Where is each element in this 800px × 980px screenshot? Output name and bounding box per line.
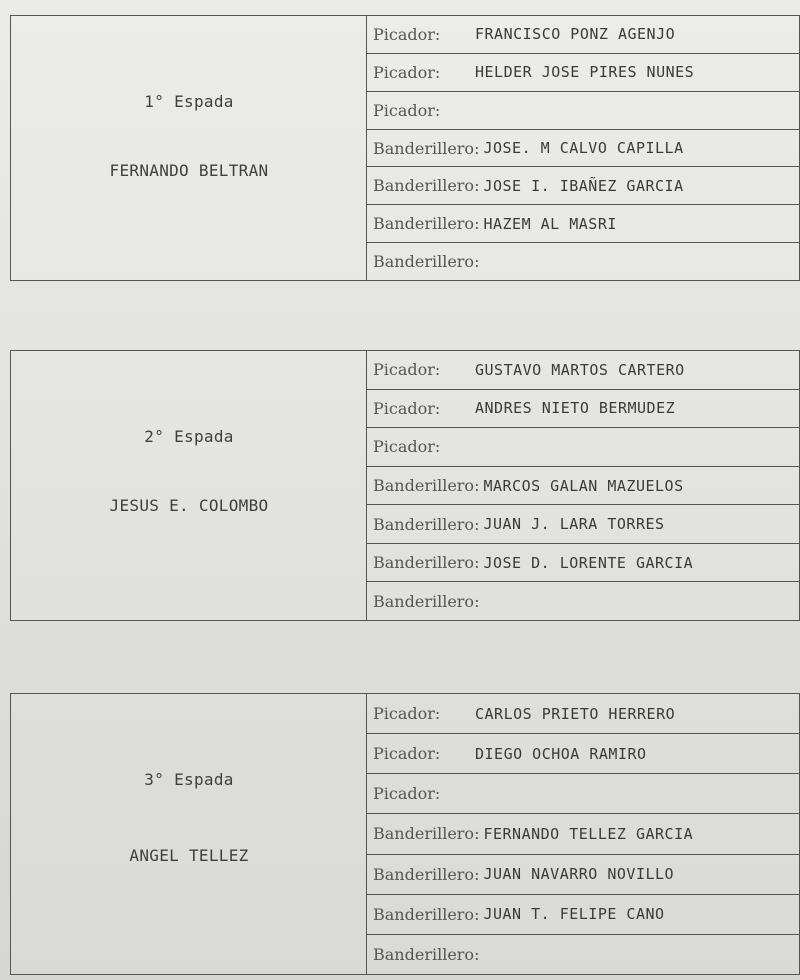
subalterno-row bbox=[367, 54, 799, 92]
espada-cell bbox=[11, 694, 367, 974]
espada-cell bbox=[11, 16, 367, 280]
subalterno-row bbox=[367, 935, 799, 974]
subalterno-row bbox=[367, 16, 799, 54]
role-label: Banderillero: bbox=[373, 138, 480, 158]
espada-title: 3° Espada bbox=[144, 770, 234, 789]
cuadrilla-table-2 bbox=[10, 350, 800, 621]
subalterno-row bbox=[367, 544, 799, 583]
cuadrilla-table-1 bbox=[10, 15, 800, 281]
person-name: CARLOS PRIETO HERRERO bbox=[475, 704, 676, 723]
espada-title: 2° Espada bbox=[144, 427, 234, 446]
person-name: FRANCISCO PONZ AGENJO bbox=[475, 25, 676, 44]
subalterno-row bbox=[367, 351, 799, 390]
espada-name: FERNANDO BELTRAN bbox=[109, 161, 269, 180]
person-name: HAZEM AL MASRI bbox=[483, 214, 617, 233]
subalterno-row bbox=[367, 855, 799, 895]
subalterno-row bbox=[367, 205, 799, 243]
subalterno-row bbox=[367, 734, 799, 774]
role-label: Banderillero: bbox=[373, 476, 480, 496]
person-name: DIEGO OCHOA RAMIRO bbox=[475, 744, 647, 763]
espada-name: ANGEL TELLEZ bbox=[129, 846, 249, 865]
role-label: Banderillero: bbox=[373, 553, 480, 573]
espada-title: 1° Espada bbox=[144, 92, 234, 111]
role-label: Picador: bbox=[373, 100, 441, 120]
subalterno-row bbox=[367, 505, 799, 544]
cuadrilla-table-3 bbox=[10, 693, 800, 975]
role-label: Picador: bbox=[373, 24, 441, 44]
person-name: JUAN T. FELIPE CANO bbox=[483, 905, 665, 924]
role-label: Banderillero: bbox=[373, 214, 480, 234]
espada-cell bbox=[11, 351, 367, 620]
role-label: Picador: bbox=[373, 704, 441, 724]
role-label: Banderillero: bbox=[373, 944, 480, 964]
role-label: Picador: bbox=[373, 360, 441, 380]
subalterno-row bbox=[367, 428, 799, 467]
subalterno-row bbox=[367, 694, 799, 734]
person-name: JOSE D. LORENTE GARCIA bbox=[483, 553, 694, 572]
subalterno-row bbox=[367, 774, 799, 814]
role-label: Banderillero: bbox=[373, 252, 480, 272]
person-name: JUAN J. LARA TORRES bbox=[483, 515, 665, 534]
role-label: Banderillero: bbox=[373, 176, 480, 196]
role-label: Banderillero: bbox=[373, 514, 480, 534]
person-name: ANDRES NIETO BERMUDEZ bbox=[475, 399, 676, 418]
person-name: GUSTAVO MARTOS CARTERO bbox=[475, 360, 685, 379]
subalterno-row bbox=[367, 467, 799, 506]
person-name: MARCOS GALAN MAZUELOS bbox=[483, 476, 684, 495]
subalterno-row bbox=[367, 895, 799, 935]
person-name: HELDER JOSE PIRES NUNES bbox=[475, 63, 695, 82]
subalterno-row bbox=[367, 814, 799, 854]
role-label: Picador: bbox=[373, 744, 441, 764]
subalternos-list bbox=[367, 16, 799, 280]
person-name: JUAN NAVARRO NOVILLO bbox=[483, 865, 675, 884]
role-label: Banderillero: bbox=[373, 824, 480, 844]
role-label: Picador: bbox=[373, 437, 441, 457]
subalterno-row bbox=[367, 92, 799, 130]
espada-name: JESUS E. COLOMBO bbox=[109, 496, 269, 515]
role-label: Banderillero: bbox=[373, 591, 480, 611]
role-label: Picador: bbox=[373, 62, 441, 82]
person-name: JOSE. M CALVO CAPILLA bbox=[483, 139, 684, 157]
role-label: Picador: bbox=[373, 398, 441, 418]
subalterno-row bbox=[367, 243, 799, 280]
person-name: FERNANDO TELLEZ GARCIA bbox=[483, 824, 694, 843]
subalternos-list bbox=[367, 351, 799, 620]
role-label: Banderillero: bbox=[373, 864, 480, 884]
subalterno-row bbox=[367, 130, 799, 168]
subalterno-row bbox=[367, 582, 799, 620]
subalternos-list bbox=[367, 694, 799, 974]
person-name: JOSE I. IBAÑEZ GARCIA bbox=[483, 176, 684, 195]
role-label: Banderillero: bbox=[373, 904, 480, 924]
role-label: Picador: bbox=[373, 784, 441, 804]
subalterno-row bbox=[367, 167, 799, 205]
subalterno-row bbox=[367, 390, 799, 429]
